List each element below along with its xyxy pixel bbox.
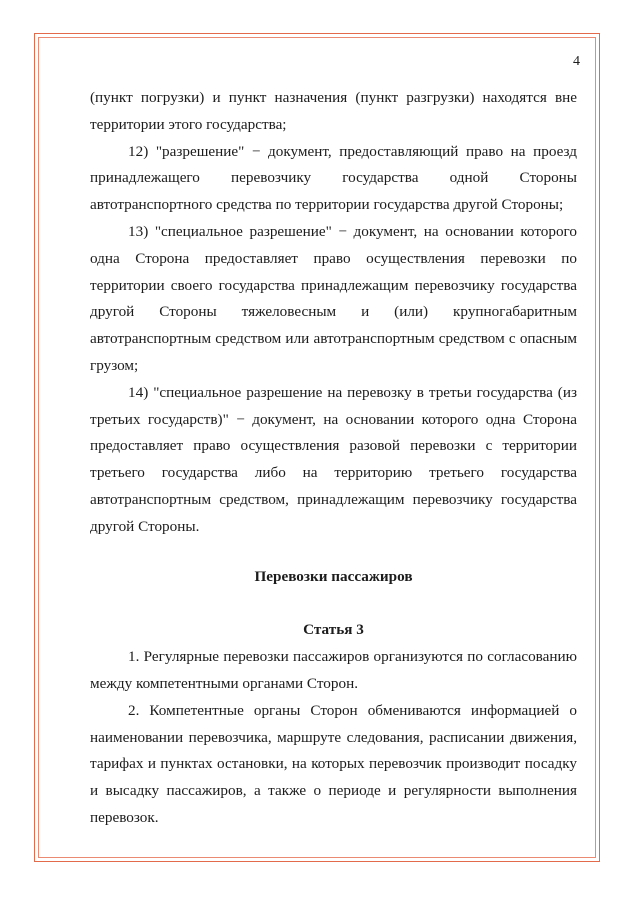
page-number: 4 (573, 54, 580, 69)
paragraph-item-13: 13) "специальное разрешение" − документ, на основании которого одна Сторона предоставляет право осуществления перевозки по территории своего государства принадлежащим перевозчику государства другой Стороны тяжеловесным и (или) крупногабаритным автотранспортным средством или автотранспортным средством с опасным грузом; (90, 222, 577, 374)
document-body (90, 85, 577, 832)
article-paragraph-1: 1. Регулярные перевозки пассажиров организуются по согласованию между компетентными органами Сторон. (90, 648, 577, 692)
paragraph-continuation: (пункт погрузки) и пункт назначения (пункт разгрузки) находятся вне территории этого государства; (90, 89, 577, 133)
paragraph-item-12: 12) "разрешение" − документ, предоставляющий право на проезд принадлежащего перевозчику государства одной Стороны автотранспортного средства по территории государства другой Стороны; (90, 142, 577, 214)
paragraph-item-14: 14) "специальное разрешение на перевозку в третьи государства (из третьих государств)" − документ, на основании которого одна Сторона предоставляет право осуществления разовой перевозки с территории третьего государства либо на территорию третьего государства автотранспортным средством, принадлежащим перевозчику государства другой Стороны. (90, 383, 577, 535)
article-title: Статья 3 (303, 621, 364, 639)
section-title: Перевозки пассажиров (254, 567, 413, 585)
article-paragraph-2: 2. Компетентные органы Сторон обмениваются информацией о наименовании перевозчика, маршруте следования, расписании движения, тарифах и пунктах остановки, на которых перевозчик производит посадку и высадку пассажиров, а также о периоде и регулярности выполнения перевозок. (90, 701, 577, 826)
